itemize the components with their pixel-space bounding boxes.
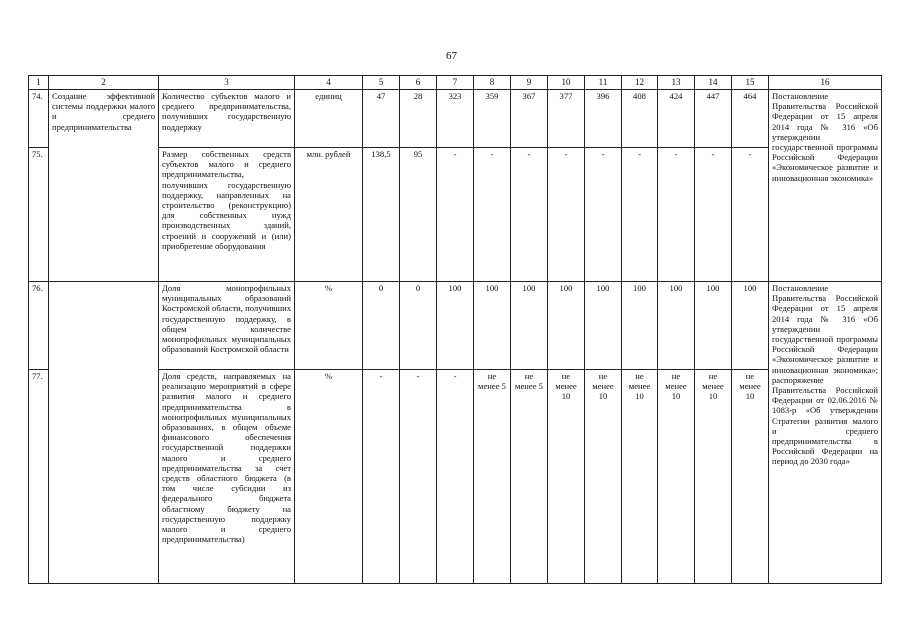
value-cell: 100 — [474, 282, 511, 370]
column-header: 1 — [29, 76, 49, 90]
column-header: 12 — [622, 76, 658, 90]
indicator-cell: Доля монопрофильных муниципальных образований Костромской области, получивших государственную поддержку, в общем количестве монопрофильных муниципальных образований Костромской области — [159, 282, 295, 370]
column-header: 9 — [511, 76, 548, 90]
column-header: 6 — [400, 76, 437, 90]
goal-cell-empty — [49, 282, 159, 584]
unit-cell: млн. рублей — [295, 148, 363, 282]
value-cell: 396 — [585, 90, 622, 148]
value-cell: не менее 10 — [622, 370, 658, 584]
table-row — [29, 90, 882, 148]
value-cell: не менее 10 — [548, 370, 585, 584]
value-cell: - — [437, 148, 474, 282]
column-header: 13 — [658, 76, 695, 90]
column-header: 16 — [769, 76, 882, 90]
value-cell: не менее 10 — [732, 370, 769, 584]
column-header: 8 — [474, 76, 511, 90]
value-cell: не менее 10 — [695, 370, 732, 584]
column-header: 7 — [437, 76, 474, 90]
value-cell: - — [695, 148, 732, 282]
value-cell: 359 — [474, 90, 511, 148]
value-cell: 424 — [658, 90, 695, 148]
unit-cell: % — [295, 282, 363, 370]
value-cell: 0 — [400, 282, 437, 370]
value-cell: - — [400, 370, 437, 584]
column-header: 10 — [548, 76, 585, 90]
goal-cell: Создание эффективной системы поддержки малого и среднего предпринимательства — [49, 90, 159, 282]
row-number: 75. — [29, 148, 49, 282]
value-cell: не менее 10 — [658, 370, 695, 584]
indicators-table — [28, 75, 882, 584]
value-cell: 100 — [511, 282, 548, 370]
value-cell: 447 — [695, 90, 732, 148]
indicator-cell: Размер собственных средств субъектов малого и среднего предпринимательства, получивших государственную поддержку, направленных на строительство (реконструкцию) для собственных нужд производственных зданий, строений и сооружений и (или) приобретение оборудования — [159, 148, 295, 282]
value-cell: 408 — [622, 90, 658, 148]
column-header: 4 — [295, 76, 363, 90]
column-header: 2 — [49, 76, 159, 90]
column-header: 11 — [585, 76, 622, 90]
value-cell: 138,5 — [363, 148, 400, 282]
value-cell: 323 — [437, 90, 474, 148]
indicator-cell: Доля средств, направляемых на реализацию мероприятий в сфере развития малого и среднего предпринимательства в монопрофильных муниципальных образованиях, в общем объеме финансового обеспечения государственной поддержки малого и среднего предпринимательства за счет средств областного бюджета (в том числе субсидии из федерального бюджета областному бюджету на государственную поддержку малого и среднего предпринимательства) — [159, 370, 295, 584]
column-header: 3 — [159, 76, 295, 90]
value-cell: 47 — [363, 90, 400, 148]
value-cell: - — [363, 370, 400, 584]
value-cell: 0 — [363, 282, 400, 370]
value-cell: - — [622, 148, 658, 282]
value-cell: не менее 10 — [585, 370, 622, 584]
value-cell: 100 — [695, 282, 732, 370]
value-cell: - — [474, 148, 511, 282]
row-number: 74. — [29, 90, 49, 148]
indicator-cell: Количество субъектов малого и среднего предпринимательства, получивших государственную поддержку — [159, 90, 295, 148]
value-cell: 377 — [548, 90, 585, 148]
unit-cell: единиц — [295, 90, 363, 148]
row-number: 77. — [29, 370, 49, 584]
value-cell: - — [732, 148, 769, 282]
header-row — [29, 76, 882, 90]
table-row — [29, 282, 882, 370]
value-cell: 100 — [658, 282, 695, 370]
value-cell: не менее 5 — [474, 370, 511, 584]
value-cell: - — [511, 148, 548, 282]
column-header: 14 — [695, 76, 732, 90]
value-cell: 95 — [400, 148, 437, 282]
value-cell: - — [437, 370, 474, 584]
column-header: 5 — [363, 76, 400, 90]
value-cell: - — [548, 148, 585, 282]
value-cell: 100 — [437, 282, 474, 370]
value-cell: 100 — [585, 282, 622, 370]
page-number: 67 — [446, 50, 457, 62]
value-cell: 28 — [400, 90, 437, 148]
row-number: 76. — [29, 282, 49, 370]
unit-cell: % — [295, 370, 363, 584]
value-cell: 464 — [732, 90, 769, 148]
value-cell: - — [658, 148, 695, 282]
column-header: 15 — [732, 76, 769, 90]
value-cell: не менее 5 — [511, 370, 548, 584]
value-cell: - — [585, 148, 622, 282]
value-cell: 100 — [732, 282, 769, 370]
source-cell: Постановление Правительства Российской Федерации от 15 апреля 2014 года № 316 «Об утверждении государственной программы Российской Федерации «Экономическое развитие и инновационная экономика»; распоряжение Правительства Российской Федерации от 02.06.2016 № 1083-р «Об утверждении Стратегии развития малого и среднего предпринимательства в Российской Федерации на период до 2030 года» — [769, 282, 882, 584]
source-cell: Постановление Правительства Российской Федерации от 15 апреля 2014 года № 316 «Об утверждении государственной программы Российской Федерации «Экономическое развитие и инновационная экономика» — [769, 90, 882, 282]
value-cell: 100 — [548, 282, 585, 370]
value-cell: 100 — [622, 282, 658, 370]
value-cell: 367 — [511, 90, 548, 148]
